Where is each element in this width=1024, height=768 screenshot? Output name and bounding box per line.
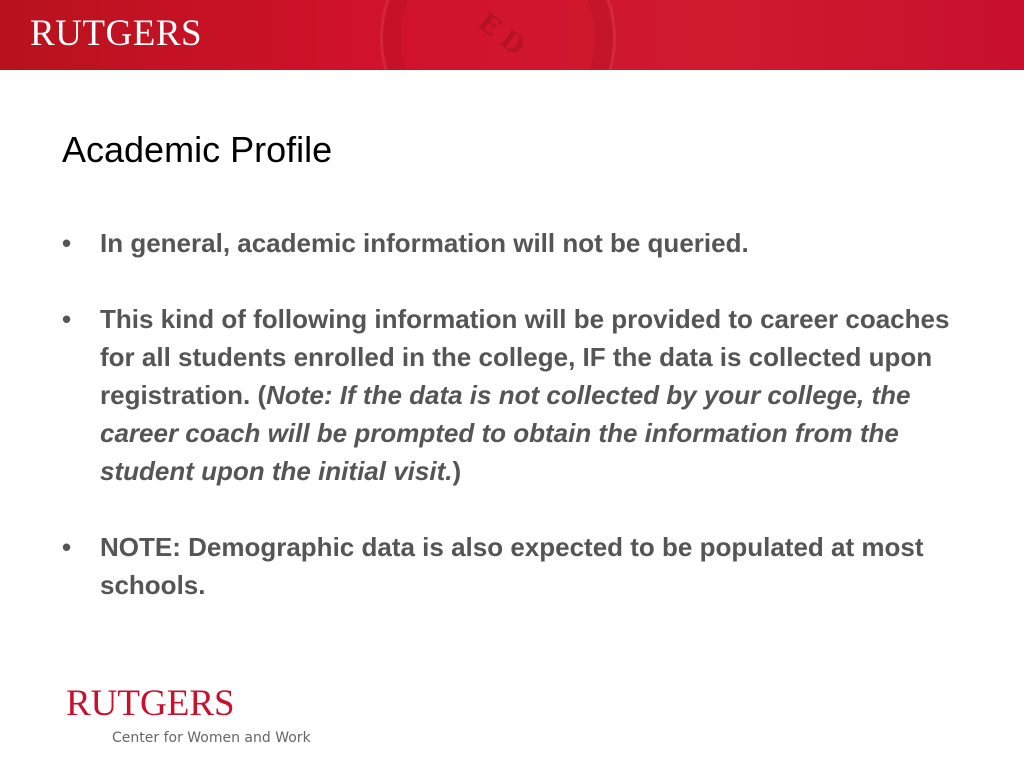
footer-rutgers-wordmark: RUTGERS [66,683,235,724]
header-bar [0,0,1024,70]
bullet-item [62,528,962,604]
bullet-item [62,224,962,262]
bullet-icon: • [62,304,72,334]
bullet-text: In general, academic information will not be queried. [100,228,749,258]
bullet-icon: • [62,532,72,562]
bullet-text-closing: ) [452,456,462,486]
bullet-icon: • [62,228,72,258]
seal-watermark-lettering: ED [471,7,537,67]
bullet-text: This kind of following information will be provided to career coaches for all students enrolled in the college, IF the data is collected upon registration. ( [100,304,950,410]
footer-subtitle: Center for Women and Work [112,730,311,746]
bullet-italic-note: Note: If the data is not collected by your college, the career coach will be prompted to obtain the information from the student upon the initial visit. [100,380,911,486]
bullet-list [62,224,962,642]
bullet-text: NOTE: Demographic data is also expected to be populated at most schools. [100,532,924,600]
slide-title: Academic Profile [62,129,333,170]
footer-logo [62,683,311,750]
bullet-item [62,300,962,490]
rutgers-logo-text: RUTGERS [30,13,203,54]
rutgers-logo [30,14,202,54]
